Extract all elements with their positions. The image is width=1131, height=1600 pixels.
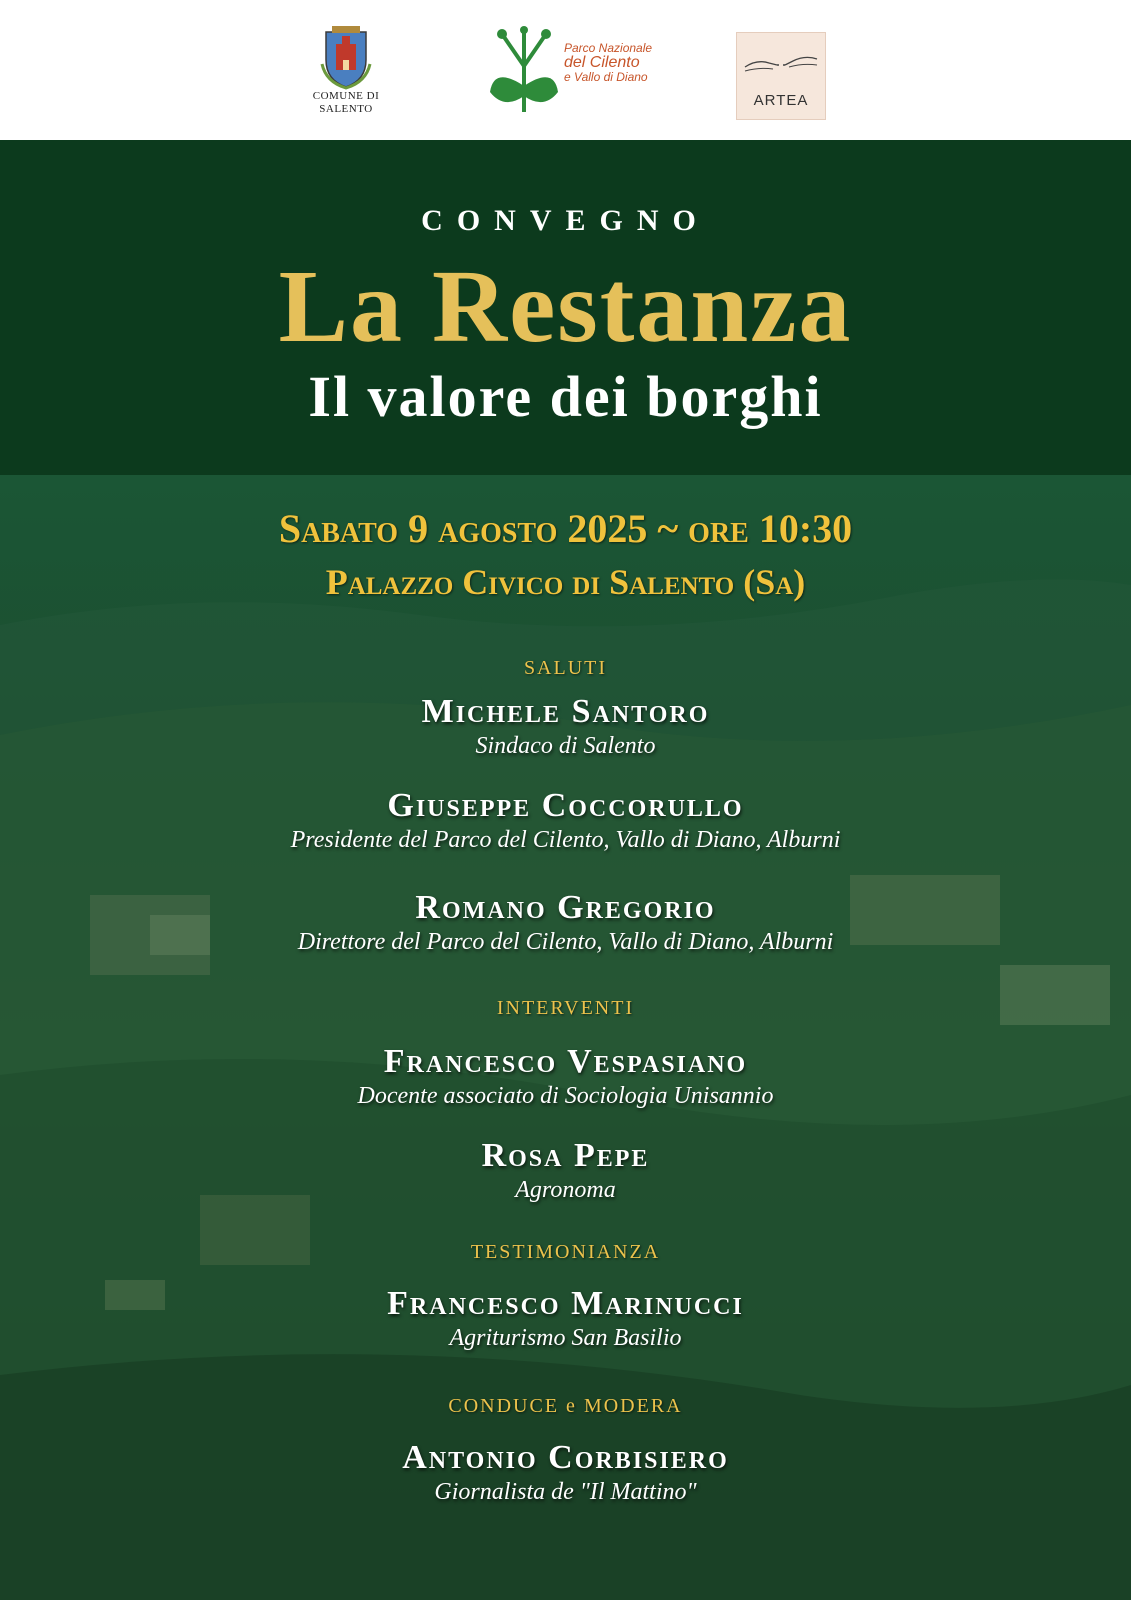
parco-nazionale-logo: [484, 26, 664, 116]
coat-of-arms-icon: [318, 24, 374, 90]
speaker-role: Giornalista de "Il Mattino": [434, 1479, 697, 1505]
speaker-name: Romano Gregorio: [415, 889, 716, 926]
speaker-role: Sindaco di Salento: [475, 733, 656, 759]
event-date-time: Sabato 9 agosto 2025 ~ ore 10:30: [278, 506, 853, 551]
page-title: La Restanza: [278, 249, 853, 364]
speaker-coccorullo: [0, 787, 1131, 855]
page-subtitle: Il valore dei borghi: [308, 364, 823, 429]
event-venue: Palazzo Civico di Salento (Sa): [325, 562, 806, 602]
village-background-image: [0, 475, 1131, 1600]
speaker-role: Docente associato di Sociologia Unisannio: [357, 1083, 774, 1109]
speaker-name: Francesco Marinucci: [387, 1285, 744, 1322]
speaker-vespasiano: [0, 1043, 1131, 1111]
comune-salento-logo: [300, 24, 392, 128]
program-section: [0, 475, 1131, 1600]
parco-primula-icon: [484, 26, 564, 116]
speaker-name: Francesco Vespasiano: [383, 1043, 748, 1080]
parco-text-line2: del Cilento: [564, 54, 640, 71]
section-label-testimonianza: TESTIMONIANZA: [470, 1241, 661, 1263]
speaker-santoro: [0, 693, 1131, 761]
parco-text-line1: Parco Nazionale: [564, 41, 653, 55]
hands-sketch-icon: [743, 45, 819, 85]
event-type: CONVEGNO: [421, 204, 710, 237]
speaker-corbisiero: [0, 1439, 1131, 1507]
speaker-role: Agronoma: [515, 1177, 616, 1203]
section-label-saluti: SALUTI: [523, 657, 608, 679]
artea-logo: [736, 32, 826, 120]
comune-caption-line2: SALENTO: [319, 103, 373, 115]
speaker-role: Agriturismo San Basilio: [449, 1325, 682, 1351]
speaker-pepe: [0, 1137, 1131, 1205]
speaker-name: Antonio Corbisiero: [402, 1439, 729, 1476]
section-label-conduce: CONDUCE e MODERA: [448, 1395, 683, 1417]
logo-bar: [0, 0, 1131, 140]
speaker-marinucci: [0, 1285, 1131, 1353]
speaker-role: Direttore del Parco del Cilento, Vallo di Diano, Alburni: [297, 929, 834, 955]
speaker-gregorio: [0, 889, 1131, 957]
speaker-name: Giuseppe Coccorullo: [387, 787, 744, 824]
speaker-role: Presidente del Parco del Cilento, Vallo di Diano, Alburni: [290, 827, 841, 853]
parco-text-line3: e Vallo di Diano: [564, 70, 648, 84]
speaker-name: Michele Santoro: [421, 693, 710, 730]
comune-caption-line1: COMUNE DI: [312, 90, 380, 102]
title-band: [0, 140, 1131, 475]
artea-label: ARTEA: [753, 92, 809, 109]
section-label-interventi: INTERVENTI: [496, 997, 635, 1019]
speaker-name: Rosa Pepe: [481, 1137, 650, 1174]
